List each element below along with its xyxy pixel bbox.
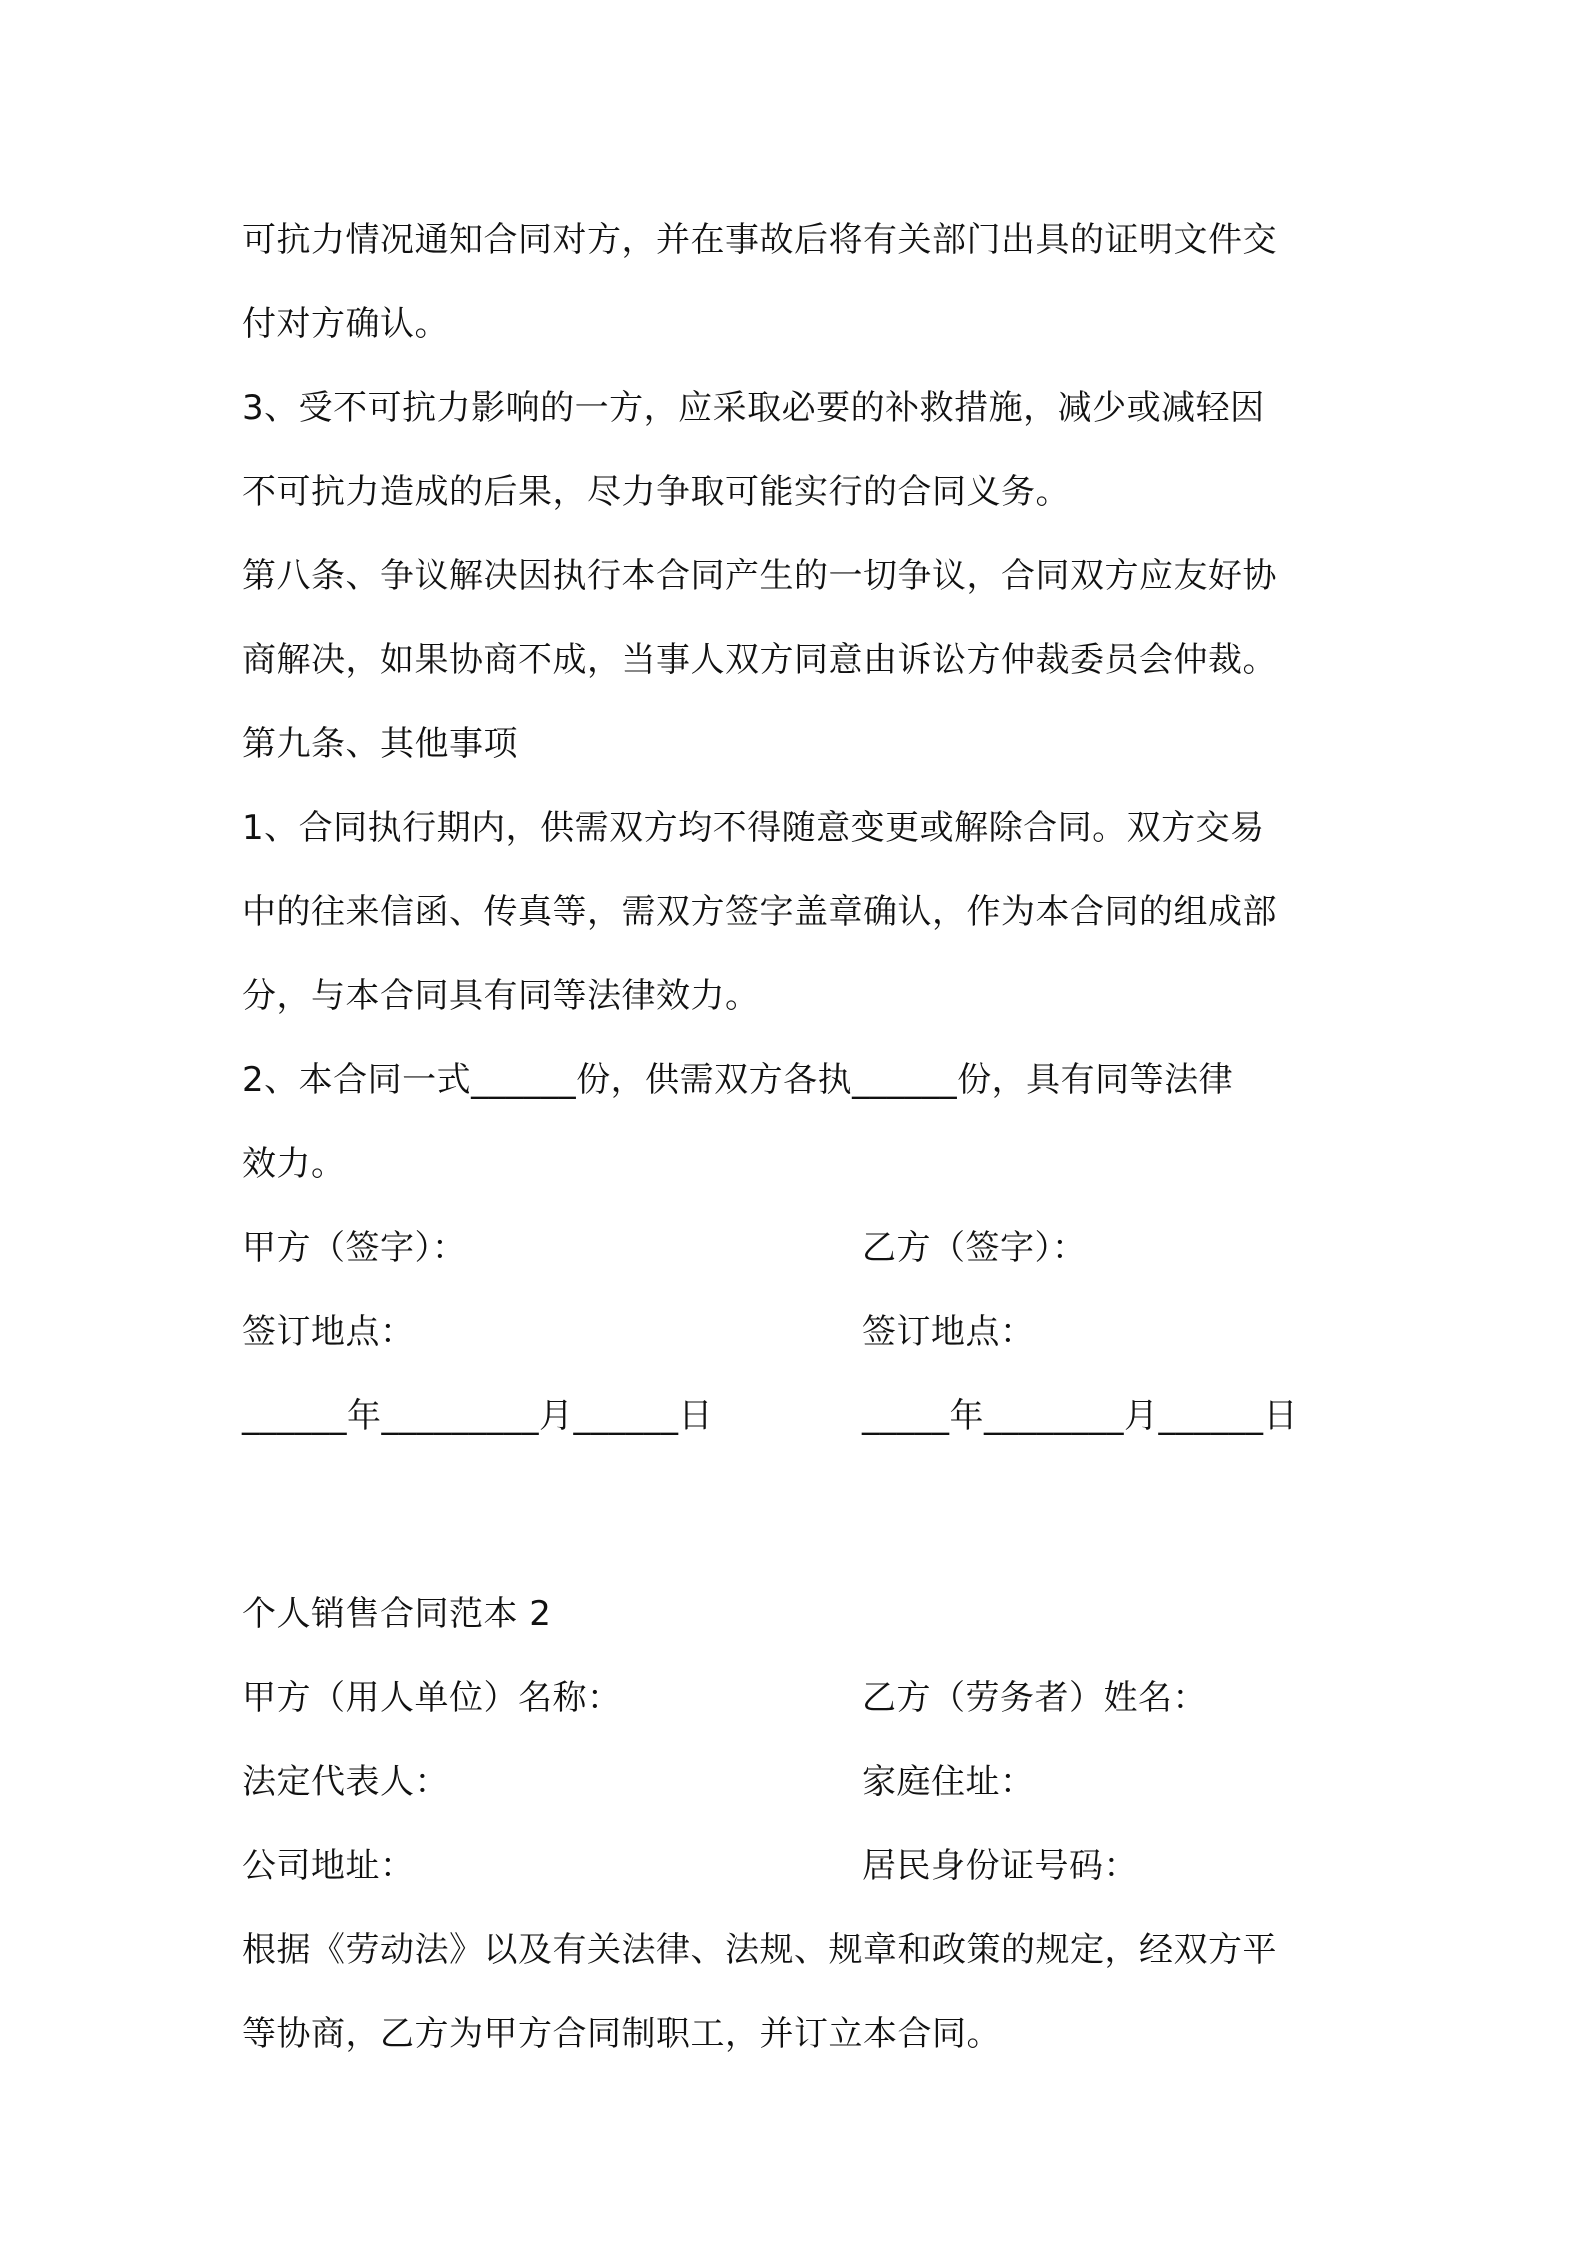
section-heading: 第九条、其他事项 xyxy=(242,724,518,764)
signing-place-row xyxy=(242,1290,1362,1374)
company-address-label: 公司地址： xyxy=(242,1846,415,1886)
home-address-label: 家庭住址： xyxy=(862,1762,1035,1802)
party-a-signing-place: 签订地点： xyxy=(242,1312,415,1352)
contract-title: 个人销售合同范本 2 xyxy=(242,1594,552,1634)
signing-date-row xyxy=(242,1374,1362,1458)
paragraph-line: 等协商，乙方为甲方合同制职工，并订立本合同。 xyxy=(242,2014,1001,2054)
paragraph-line: 不可抗力造成的后果，尽力争取可能实行的合同义务。 xyxy=(242,472,1070,512)
paragraph-line: 分，与本合同具有同等法律效力。 xyxy=(242,976,760,1016)
company-id-row xyxy=(242,1824,1362,1908)
paragraph-line: 根据《劳动法》以及有关法律、法规、规章和政策的规定，经双方平 xyxy=(242,1930,1277,1970)
signature-row xyxy=(242,1206,1362,1290)
party-b-signature: 乙方（签字）： xyxy=(862,1228,1087,1268)
document-page xyxy=(242,198,1362,2076)
employer-name-label: 甲方（用人单位）名称： xyxy=(242,1678,622,1718)
party-a-signing-date: ______年_________月______日 xyxy=(242,1396,713,1436)
party-b-signing-date: _____年________月______日 xyxy=(862,1396,1298,1436)
paragraph-line: 1、合同执行期内，供需双方均不得随意变更或解除合同。双方交易 xyxy=(242,808,1265,848)
paragraph-line: 第八条、争议解决因执行本合同产生的一切争议，合同双方应友好协 xyxy=(242,556,1277,596)
section-spacer xyxy=(242,1458,1362,1572)
paragraph-line: 可抗力情况通知合同对方，并在事故后将有关部门出具的证明文件交 xyxy=(242,220,1277,260)
party-b-signing-place: 签订地点： xyxy=(862,1312,1035,1352)
paragraph-line: 3、受不可抗力影响的一方，应采取必要的补救措施，减少或减轻因 xyxy=(242,388,1265,428)
legal-representative-label: 法定代表人： xyxy=(242,1762,449,1802)
paragraph-line: 2、本合同一式______份，供需双方各执______份，具有同等法律 xyxy=(242,1060,1234,1100)
paragraph-line: 商解决，如果协商不成，当事人双方同意由诉讼方仲裁委员会仲裁。 xyxy=(242,640,1277,680)
party-name-row xyxy=(242,1656,1362,1740)
paragraph-line: 付对方确认。 xyxy=(242,304,449,344)
worker-name-label: 乙方（劳务者）姓名： xyxy=(862,1678,1207,1718)
paragraph-line: 效力。 xyxy=(242,1144,346,1184)
id-number-label: 居民身份证号码： xyxy=(862,1846,1138,1886)
representative-address-row xyxy=(242,1740,1362,1824)
paragraph-line: 中的往来信函、传真等，需双方签字盖章确认，作为本合同的组成部 xyxy=(242,892,1277,932)
party-a-signature: 甲方（签字）： xyxy=(242,1228,467,1268)
